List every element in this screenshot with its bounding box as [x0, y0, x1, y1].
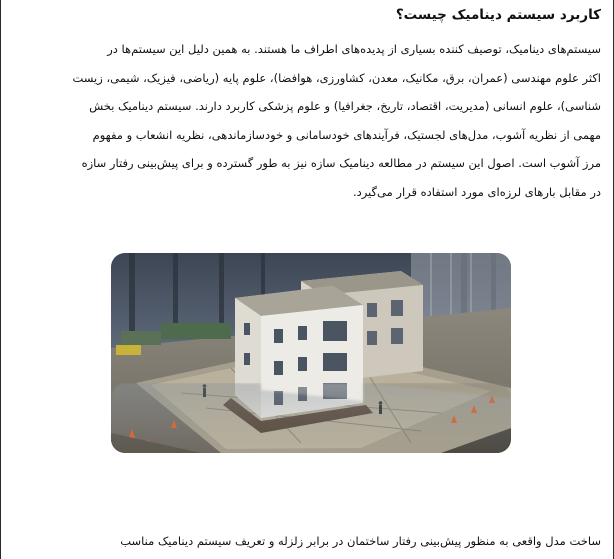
- paragraph-line: در مقابل بارهای لرزه‌ای مورد استفاده قرار می‌گیرد.: [352, 184, 601, 199]
- paragraph-line: مرز آشوب است. اصول این سیستم در مطالعه دینامیک سازه نیز به طور گسترده و برای پیش‌بینی رفتار سازه: [81, 156, 601, 171]
- reflection-fade: [111, 453, 511, 525]
- next-paragraph-line: ساخت مدل واقعی به منظور پیش‌بینی رفتار ساختمان در برابر زلزله و تعریف سیستم دینامیک مناسب: [120, 534, 601, 548]
- paragraph-line: سیستم‌های دینامیک، توصیف کننده بسیاری از پدیده‌های اطراف ما هستند. به همین دلیل این سیستم‌ها در: [107, 42, 601, 56]
- paragraph-line: شناسی)، علوم انسانی (مدیریت، اقتصاد، تاریخ، جغرافیا) و علوم پزشکی کاربرد دارند. سیستم دینامیک بخش: [89, 99, 601, 114]
- section-paragraph: [9, 35, 601, 207]
- photo-reflection: [111, 383, 511, 453]
- paragraph-line: مهمی از نظریه آشوب، مدل‌های لجستیک، فرآیندهای خودسامانی و خودسازماندهی، نظریه انشعاب و مفهوم: [92, 127, 601, 142]
- paragraph-line: اکثر علوم مهندسی (عمران، برق، مکانیک، معدن، کشاورزی، هوافضا)، علوم پایه (ریاضی، فیزیک، شیمی، زیست: [72, 70, 601, 85]
- section-heading: کاربرد سیستم دینامیک چیست؟: [395, 7, 601, 23]
